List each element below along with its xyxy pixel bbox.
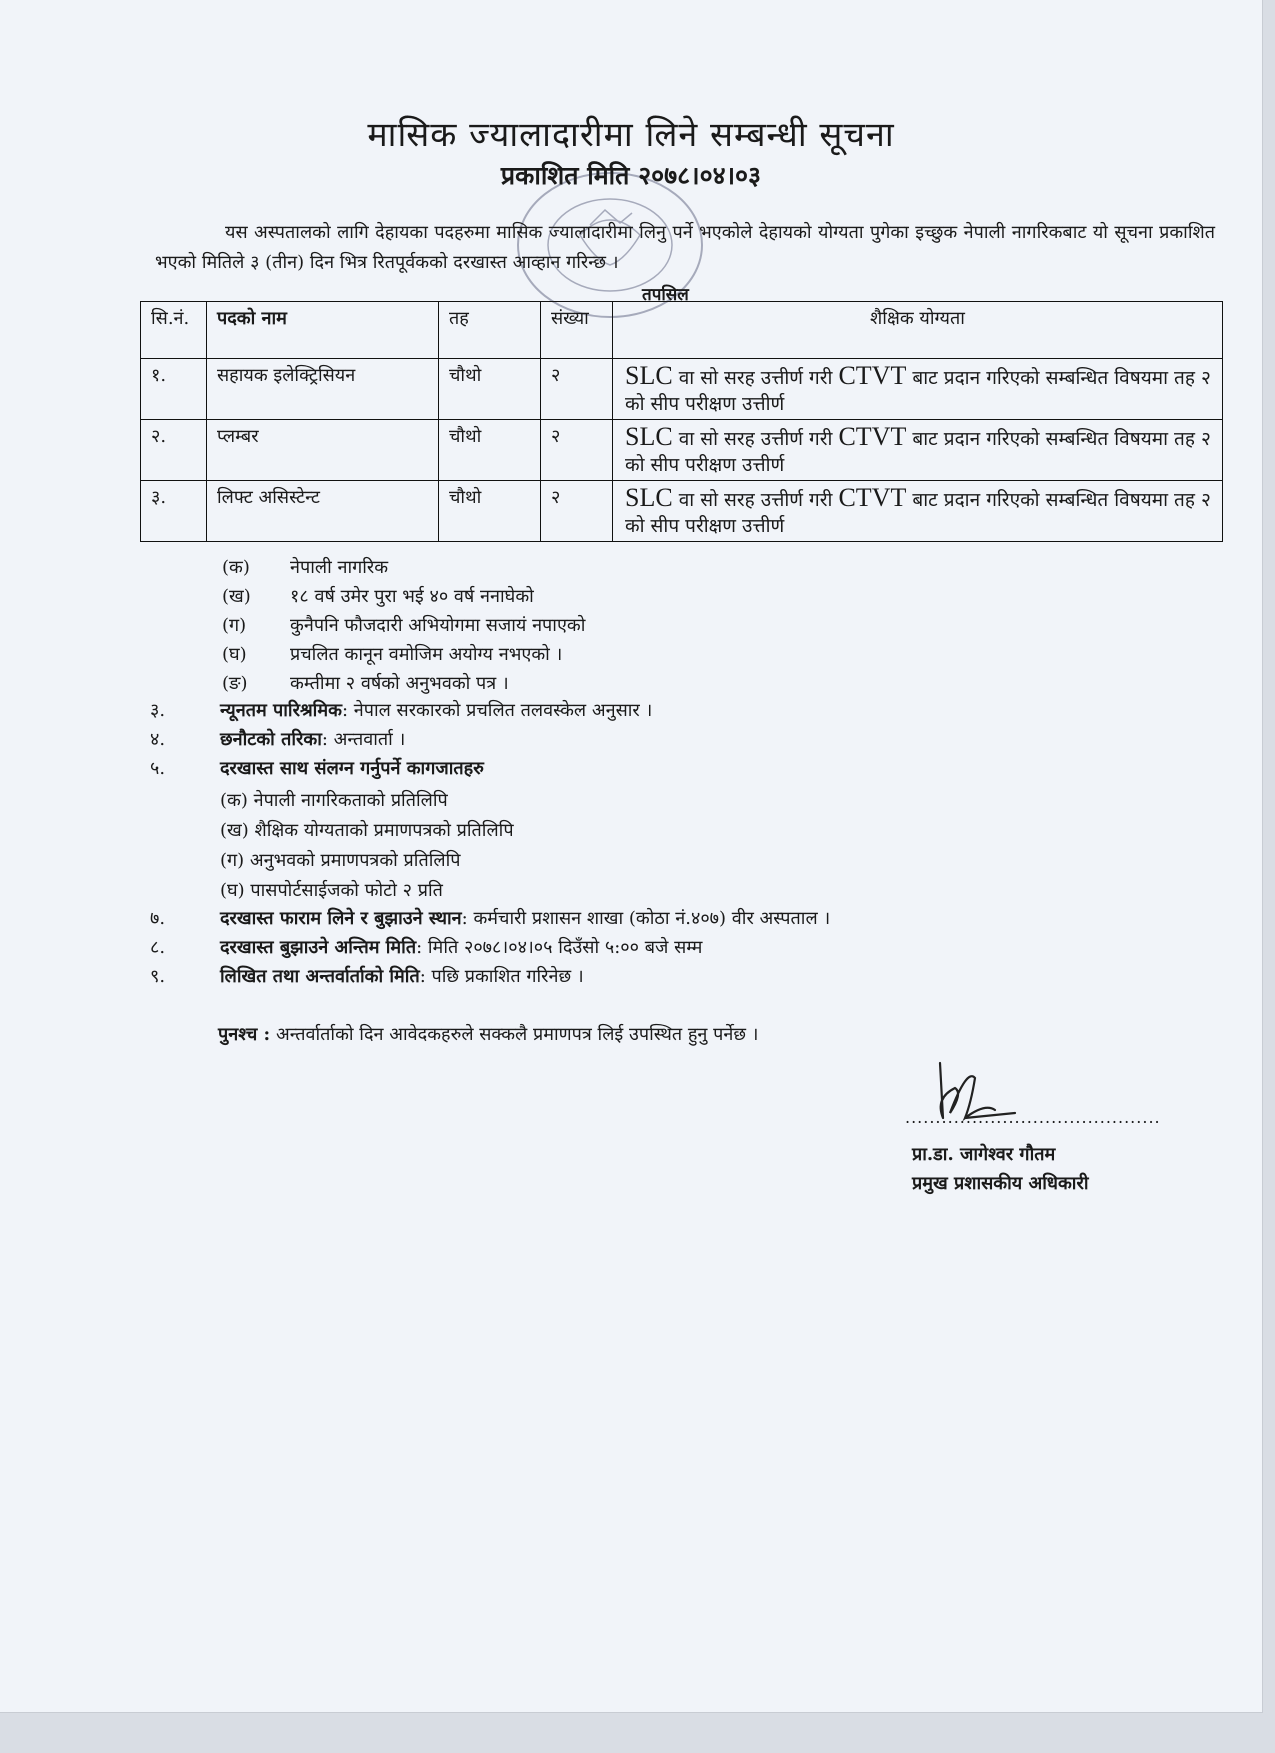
header-level: तह [439, 302, 541, 359]
header-qualification: शैक्षिक योग्यता [613, 302, 1223, 359]
header-post-name: पदको नाम [207, 302, 439, 359]
postscript-label: पुनश्च : [218, 1024, 271, 1045]
numbered-items-b [150, 906, 830, 993]
list-item [150, 906, 830, 935]
qual-text-2: बाट प्रदान गरिएको सम्बन्धित विषयमा तह २ को सीप परीक्षण उत्तीर्ण [625, 489, 1211, 537]
qual-text-1: वा सो सरह उत्तीर्ण गरी [672, 489, 839, 511]
page-title: मासिक ज्यालादारीमा लिने सम्बन्धी सूचना [367, 115, 895, 155]
condition-key: (ङ) [222, 673, 248, 694]
item-number: ८. [150, 937, 166, 958]
list-item [222, 669, 585, 698]
list-item [150, 935, 830, 964]
condition-text: नेपाली नागरिक [290, 557, 389, 578]
item-text: : पछि प्रकाशित गरिनेछ । [419, 966, 584, 987]
qual-ctvt: CTVT [838, 361, 907, 390]
qual-ctvt: CTVT [838, 483, 907, 512]
qual-slc: SLC [625, 483, 673, 512]
item-text: : मिति २०७८।०४।०५ दिउँसो ५:०० बजे सम्म [416, 937, 703, 958]
table-row [141, 359, 1223, 420]
list-item: (घ) पासपोर्टसाईजको फोटो २ प्रति [220, 880, 443, 901]
condition-text: कम्तीमा २ वर्षको अनुभवको पत्र । [290, 673, 509, 694]
cell-count: २ [541, 481, 613, 542]
table-caption: तपसिल [642, 285, 689, 305]
signature-line: .......................................... [905, 1108, 1161, 1127]
condition-key: (ग) [222, 615, 247, 636]
postscript-text: अन्तर्वार्ताको दिन आवेदकहरुले सक्कलै प्रमाणपत्र लिई उपस्थित हुनु पर्नेछ । [270, 1024, 759, 1045]
list-item: (ग) अनुभवको प्रमाणपत्रको प्रतिलिपि [220, 850, 461, 871]
header-count: संख्या [541, 302, 613, 359]
condition-text: प्रचलित कानून वमोजिम अयोग्य नभएको । [290, 644, 563, 665]
condition-text: १८ वर्ष उमेर पुरा भई ४० वर्ष ननाघेको [290, 586, 534, 607]
list-item: (क) नेपाली नागरिकताको प्रतिलिपि [220, 790, 448, 811]
qual-text-1: वा सो सरह उत्तीर्ण गरी [672, 428, 839, 450]
cell-qualification [613, 359, 1223, 420]
item-number: ५. [150, 758, 166, 779]
condition-key: (क) [222, 557, 250, 578]
condition-key: (ख) [222, 586, 251, 607]
qual-text-2: बाट प्रदान गरिएको सम्बन्धित विषयमा तह २ को सीप परीक्षण उत्तीर्ण [625, 367, 1211, 415]
item-number: ३. [150, 700, 166, 721]
item-text: : नेपाल सरकारको प्रचलित तलवस्केल अनुसार । [341, 700, 653, 721]
intro-paragraph: यस अस्पतालको लागि देहायका पदहरुमा मासिक ज्यालादारीमा लिनु पर्ने भएकोले देहायको योग्यता पुगेका इच्छुक नेपाली नागरिकबाट यो सूचना प्रकाशित भएको मितिले ३ (तीन) दिन भित्र रितपूर्वकको दरखास्त आव्हान गरिन्छ । [155, 222, 1215, 273]
item-label: न्यूनतम पारिश्रमिक [220, 700, 342, 721]
list-item [222, 640, 585, 669]
cell-serial: २. [141, 420, 207, 481]
published-date: प्रकाशित मिति २०७८।०४।०३ [500, 161, 762, 190]
signatory-designation: प्रमुख प्रशासकीय अधिकारी [912, 1173, 1089, 1194]
cell-serial: १. [141, 359, 207, 420]
cell-post: सहायक इलेक्ट्रिसियन [207, 359, 439, 420]
item-label: दरखास्त फाराम लिने र बुझाउने स्थान [220, 908, 462, 929]
list-item [150, 727, 652, 756]
numbered-items-a [150, 698, 652, 785]
posts-table [140, 301, 1223, 542]
table-row [141, 481, 1223, 542]
header-serial: सि.नं. [141, 302, 207, 359]
item-text: : कर्मचारी प्रशासन शाखा (कोठा नं.४०७) वीर अस्पताल । [461, 908, 831, 929]
table-row [141, 420, 1223, 481]
item-label: छनौटको तरिका [220, 729, 322, 750]
cell-level: चौथो [439, 420, 541, 481]
signatory-block [912, 1140, 1089, 1198]
list-item: (ख) शैक्षिक योग्यताको प्रमाणपत्रको प्रतिलिपि [220, 820, 514, 841]
qual-text-2: बाट प्रदान गरिएको सम्बन्धित विषयमा तह २ को सीप परीक्षण उत्तीर्ण [625, 428, 1211, 476]
postscript [218, 1022, 759, 1046]
cell-post: लिफ्ट असिस्टेन्ट [207, 481, 439, 542]
list-item [150, 964, 830, 993]
condition-key: (घ) [222, 644, 247, 665]
list-item [150, 698, 652, 727]
cell-level: चौथो [439, 481, 541, 542]
qual-ctvt: CTVT [838, 422, 907, 451]
cell-count: २ [541, 420, 613, 481]
list-item [222, 553, 585, 582]
item-label: दरखास्त साथ संलग्न गर्नुपर्ने कागजातहरु [220, 758, 484, 779]
item-number: ४. [150, 729, 166, 750]
list-item [222, 611, 585, 640]
item-label: दरखास्त बुझाउने अन्तिम मिति [220, 937, 417, 958]
signatory-name: प्रा.डा. जागेश्वर गौतम [912, 1144, 1056, 1165]
cell-qualification [613, 481, 1223, 542]
table-header-row [141, 302, 1223, 359]
cell-level: चौथो [439, 359, 541, 420]
cell-post: प्लम्बर [207, 420, 439, 481]
eligibility-conditions [222, 553, 585, 698]
list-item [150, 756, 652, 785]
cell-qualification [613, 420, 1223, 481]
qual-text-1: वा सो सरह उत्तीर्ण गरी [672, 367, 839, 389]
cell-count: २ [541, 359, 613, 420]
item-number: ९. [150, 966, 166, 987]
required-documents [220, 786, 514, 906]
item-number: ७. [150, 908, 166, 929]
list-item [222, 582, 585, 611]
condition-text: कुनैपनि फौजदारी अभियोगमा सजायं नपाएको [290, 615, 586, 636]
qual-slc: SLC [625, 361, 673, 390]
cell-serial: ३. [141, 481, 207, 542]
item-text: : अन्तवार्ता । [321, 729, 406, 750]
qual-slc: SLC [625, 422, 673, 451]
item-label: लिखित तथा अन्तर्वार्ताको मिति [220, 966, 420, 987]
